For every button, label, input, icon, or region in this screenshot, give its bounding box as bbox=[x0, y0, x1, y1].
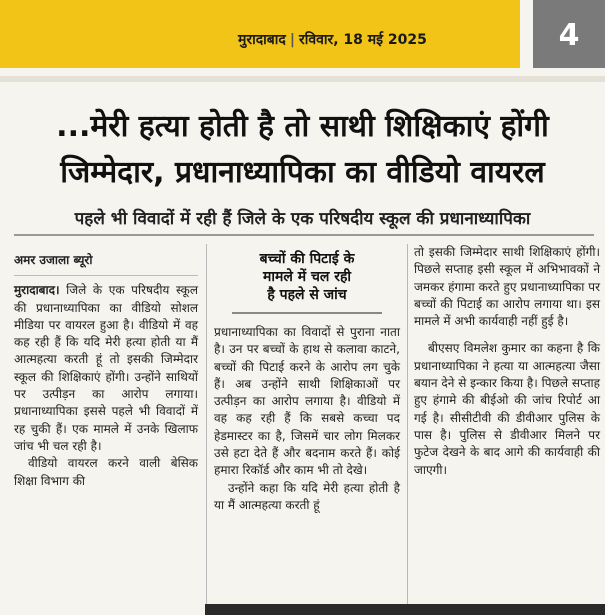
box-headline bbox=[214, 250, 400, 304]
column-1-text-1: जिले के एक परिषदीय स्कूल की प्रधानाध्यापिका का वीडियो सोशल मीडिया पर वायरल हुआ है। वीडियो में वह कह रही हैं कि यदि मेरी हत्या होती या मैं आत्महत्या करती हूं तो इसकी जिम्मेदार स्कूल की शिक्षिकाएं होंगी। उन्होंने साथियों पर उत्पीड़न का आरोप लगाया। प्रधानाध्यापिका इससे पहले भी विवादों में रह चुकी हैं। एक मामले में उनके खिलाफ जांच भी चल रही है। bbox=[14, 283, 198, 453]
column-2-paragraph-2: उन्होंने कहा कि यदि मेरी हत्या होती है या मैं आत्महत्या करती हूं bbox=[214, 480, 400, 512]
header-separator: | bbox=[289, 32, 295, 48]
box-headline-line-1: बच्चों की पिटाई के bbox=[259, 251, 355, 267]
column-2-paragraph-1: प्रधानाध्यापिका का विवादों से पुराना नाता है। उन पर बच्चों के हाथ से कलावा काटने, बच्चों की पिटाई करने के आरोप लग चुके हैं। अब उन्होंने साथी शिक्षिकाओं पर उत्पीड़न का आरोप लगाया है। वीडियो में वह कह रही हैं कि सबसे कच्चा पद हेडमास्टर का है, जिसमें चार लोग मिलकर उसे हटा देते हैं और बदनाम करते हैं। कोई हमारा रिकॉर्ड और काम भी तो देखे। bbox=[214, 325, 400, 478]
column-divider-2 bbox=[407, 244, 408, 614]
header-dateline bbox=[238, 30, 427, 49]
box-headline-line-3: है पहले से जांच bbox=[267, 287, 347, 303]
column-3-paragraph-2: बीएसए विमलेश कुमार का कहना है कि प्रधानाध्यापिका ने हत्या या आत्महत्या जैसा बयान देने से इन्कार किया है। पिछले सप्ताह हुए हंगामे की बीईओ की जांच रिपोर्ट आ गई है। सीसीटीवी की डीवीआर पुलिस के पास है। पुलिस से डीवीआर मिलने पर फुटेज देखने के बाद आगे की कार्यवाही की जाएगी। bbox=[414, 341, 601, 477]
dateline-place: मुरादाबाद। bbox=[14, 283, 60, 298]
column-1-paragraph-1 bbox=[14, 282, 198, 455]
header-city: मुरादाबाद bbox=[238, 32, 286, 48]
column-divider-1 bbox=[206, 244, 207, 614]
bottom-photo-edge bbox=[205, 604, 605, 615]
byline-rule bbox=[14, 275, 198, 276]
headline-line-2: जिम्मेदार, प्रधानाध्यापिका का वीडियो वायरल bbox=[60, 155, 545, 190]
header-rule bbox=[0, 76, 605, 82]
subheadline-rule bbox=[14, 234, 594, 236]
header-band bbox=[0, 0, 520, 68]
box-headline-line-2: मामले में चल रही bbox=[262, 269, 352, 285]
byline: अमर उजाला ब्यूरो bbox=[14, 253, 93, 267]
page-number: 4 bbox=[533, 0, 605, 68]
column-1-paragraph-2: वीडियो वायरल करने वाली बेसिक शिक्षा विभाग की bbox=[14, 456, 198, 488]
subheadline: पहले भी विवादों में रही हैं जिले के एक परिषदीय स्कूल की प्रधानाध्यापिका bbox=[74, 209, 531, 229]
column-3-paragraph-1: तो इसकी जिम्मेदार साथी शिक्षिकाएं होंगी। पिछले सप्ताह इसी स्कूल में अभिभावकों ने जमकर हंगामा करते हुए प्रधानाध्यापिका पर बच्चों की पिटाई का आरोप लगाया था। इस मामले में अभी कार्यवाही नहीं हुई है। bbox=[414, 245, 600, 329]
header-date: रविवार, 18 मई 2025 bbox=[298, 32, 427, 48]
headline-line-1: ...मेरी हत्या होती है तो साथी शिक्षिकाएं होंगी bbox=[56, 109, 549, 144]
article-column-1 bbox=[14, 252, 198, 490]
box-headline-rule bbox=[232, 312, 382, 314]
article-column-2 bbox=[214, 324, 400, 514]
article-column-3 bbox=[414, 244, 600, 479]
